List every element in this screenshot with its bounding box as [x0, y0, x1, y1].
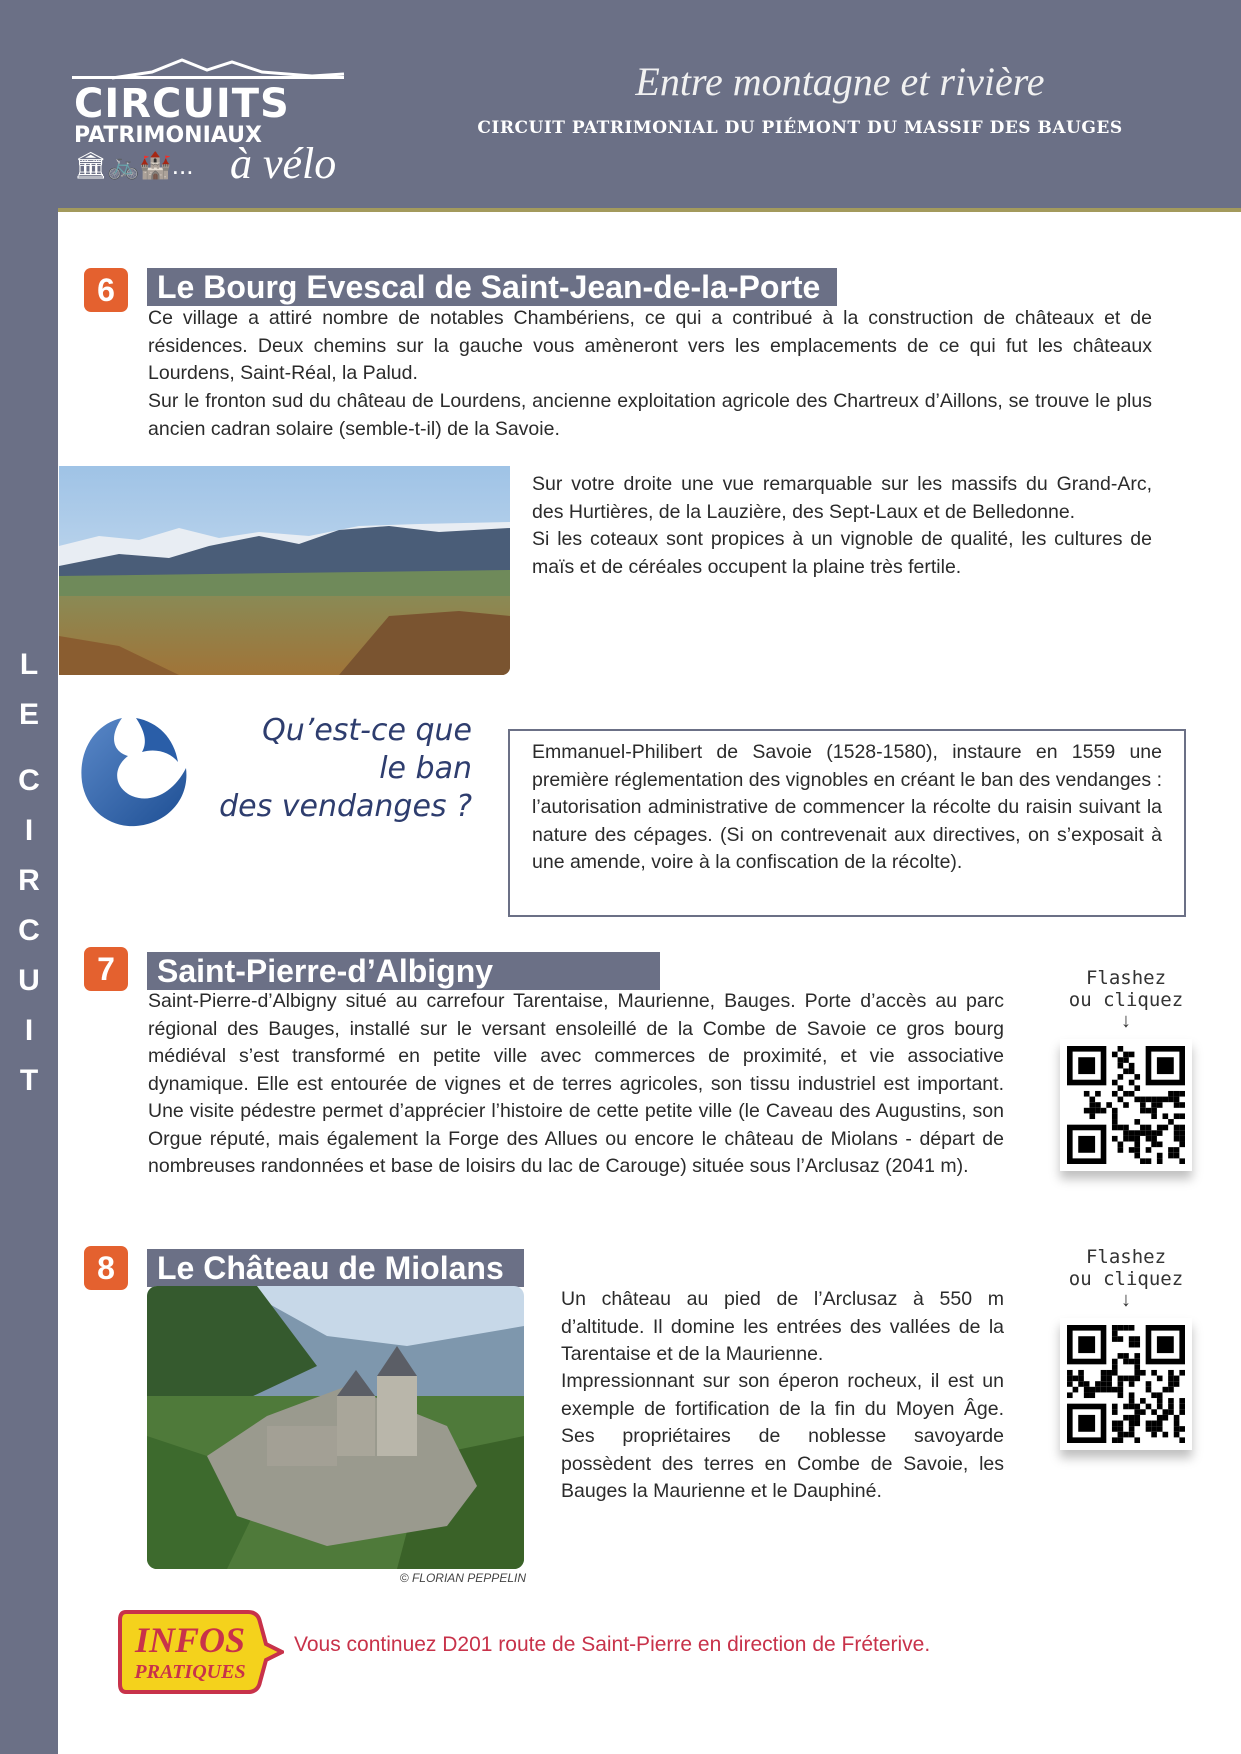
ban-question — [200, 712, 472, 826]
section6-para4: Si les coteaux sont propices à un vignoble de qualité, les cultures de maïs et de céréales occupent la plaine très fertile. — [532, 528, 1152, 578]
qr-label: Flashez — [1085, 1246, 1167, 1268]
qr-block-7[interactable] — [1056, 967, 1196, 1171]
qr-code[interactable] — [1060, 1039, 1192, 1171]
qr-block-8[interactable] — [1056, 1246, 1196, 1450]
ban-question-line: Qu’est-ce que — [262, 713, 472, 748]
sidebar-letter: C — [18, 914, 40, 947]
qr-code-icon — [1067, 1325, 1185, 1443]
sidebar-letter: R — [18, 864, 40, 897]
section-title-7: Saint-Pierre-d’Albigny — [147, 952, 660, 990]
header-script-title: Entre montagne et rivière — [635, 59, 1045, 104]
logo-subtitle: PATRIMONIAUX — [74, 123, 262, 148]
section8-para2: Impressionnant sur son éperon rocheux, il est un exemple de fortification de la fin du Moyen Âge. Ses propriétaires de noblesse savoyarde possèdent des terres en Combe de Savoie, les Bauges la Maurienne et le Dauphiné. — [561, 1370, 1004, 1502]
logo-velo: à vélo — [230, 139, 337, 188]
infos-text: Vous continuez D201 route de Saint-Pierre en direction de Fréterive. — [294, 1633, 931, 1656]
castle-photo — [147, 1286, 524, 1569]
header-divider — [58, 208, 1241, 212]
section6-para3: Sur votre droite une vue remarquable sur les massifs du Grand-Arc, des Hurtières, de la Lauzière, des Sept-Laux et de Belledonne. — [532, 473, 1152, 523]
header-subtitle: CIRCUIT PATRIMONIAL DU PIÉMONT DU MASSIF DES BAUGES — [477, 118, 1123, 138]
infos-badge-line2: PRATIQUES — [134, 1661, 246, 1683]
section6-para2: Sur le fronton sud du château de Lourdens, ancienne exploitation agricole des Chartreux d’Aillons, se trouve le plus ancien cadran solaire (semble-t-il) de la Savoie. — [148, 390, 1152, 440]
infos-badge-line1: INFOS — [134, 1620, 246, 1660]
sidebar-letter: L — [19, 648, 39, 681]
section7-para: Saint-Pierre-d’Albigny situé au carrefour Tarentaise, Maurienne, Bauges. Porte d’accès au parc régional des Bauges, installé sur le versant ensoleillé de la Combe de Savoie ce gros bourg médiéval s’est transformé en petite ville avec commerces de proximité, et vie associative dynamique. Elle est entourée de vignes et de terres agricoles, son tissu industriel est important. Une visite pédestre permet d’apprécier l’histoire de cette petite ville (le Caveau des Augustins, son Orgue réputé, mais également la Forge des Allues ou encore le château de Miolans - départ de nombreuses randonnées et base de loisirs du lac de Carouge) située sous l’Arclusaz (2041 m). — [148, 990, 1004, 1177]
swirl-logo-icon — [74, 712, 194, 832]
infos-pratiques-badge — [118, 1608, 284, 1696]
sidebar-letter: U — [18, 964, 40, 997]
arrow-down-icon: ↓ — [1121, 1289, 1131, 1311]
arrow-down-icon: ↓ — [1121, 1010, 1131, 1032]
qr-label: ou cliquez — [1068, 1268, 1184, 1290]
ban-text: Emmanuel-Philibert de Savoie (1528-1580), instaure en 1559 une première réglementation des vignobles en créant le ban des vendanges : l’autorisation administrative de commencer la récolte du raisin suivant la nature des cépages. (Si on contrevenait aux directives, on s’exposait à une amende, voire à la confiscation de la récolte). — [532, 741, 1162, 873]
section8-para1: Un château au pied de l’Arclusaz à 550 m d’altitude. Il domine les entrées des vallées de la Tarentaise et de la Maurienne. — [561, 1288, 1004, 1365]
qr-code-icon — [1067, 1046, 1185, 1164]
sidebar-letter: I — [24, 814, 34, 847]
sidebar-letter: C — [18, 764, 40, 797]
circuits-logo — [72, 56, 352, 186]
section-number-7: 7 — [84, 947, 128, 991]
sidebar-letter: E — [18, 698, 39, 731]
section-title-6: Le Bourg Evescal de Saint-Jean-de-la-Porte — [147, 268, 837, 306]
sidebar-label — [14, 640, 44, 1106]
qr-code[interactable] — [1060, 1318, 1192, 1450]
qr-label: ou cliquez — [1068, 989, 1184, 1011]
ban-question-line: des vendanges ? — [219, 789, 472, 824]
photo-credit: © FLORIAN PEPPELIN — [399, 1571, 526, 1585]
section-number-6: 6 — [84, 268, 128, 312]
logo-icons: 🏛🚲🏰... — [74, 150, 194, 180]
section-number-8: 8 — [84, 1246, 128, 1290]
section-title-8: Le Château de Miolans — [147, 1249, 524, 1287]
logo-title: CIRCUITS — [74, 81, 290, 127]
landscape-photo — [59, 466, 510, 675]
logo-line — [72, 76, 344, 79]
sidebar-letter: I — [24, 1014, 34, 1047]
sidebar-letter: T — [19, 1064, 39, 1097]
qr-label: Flashez — [1085, 967, 1167, 989]
section6-para1: Ce village a attiré nombre de notables Chambériens, ce qui a contribué à la construction de châteaux et de résidences. Deux chemins sur la gauche vous amèneront vers les emplacements de ce qui fut les châteaux Lourdens, Saint-Réal, la Palud. — [148, 307, 1152, 384]
ban-info-box — [508, 729, 1186, 917]
ban-question-line: le ban — [379, 751, 472, 786]
